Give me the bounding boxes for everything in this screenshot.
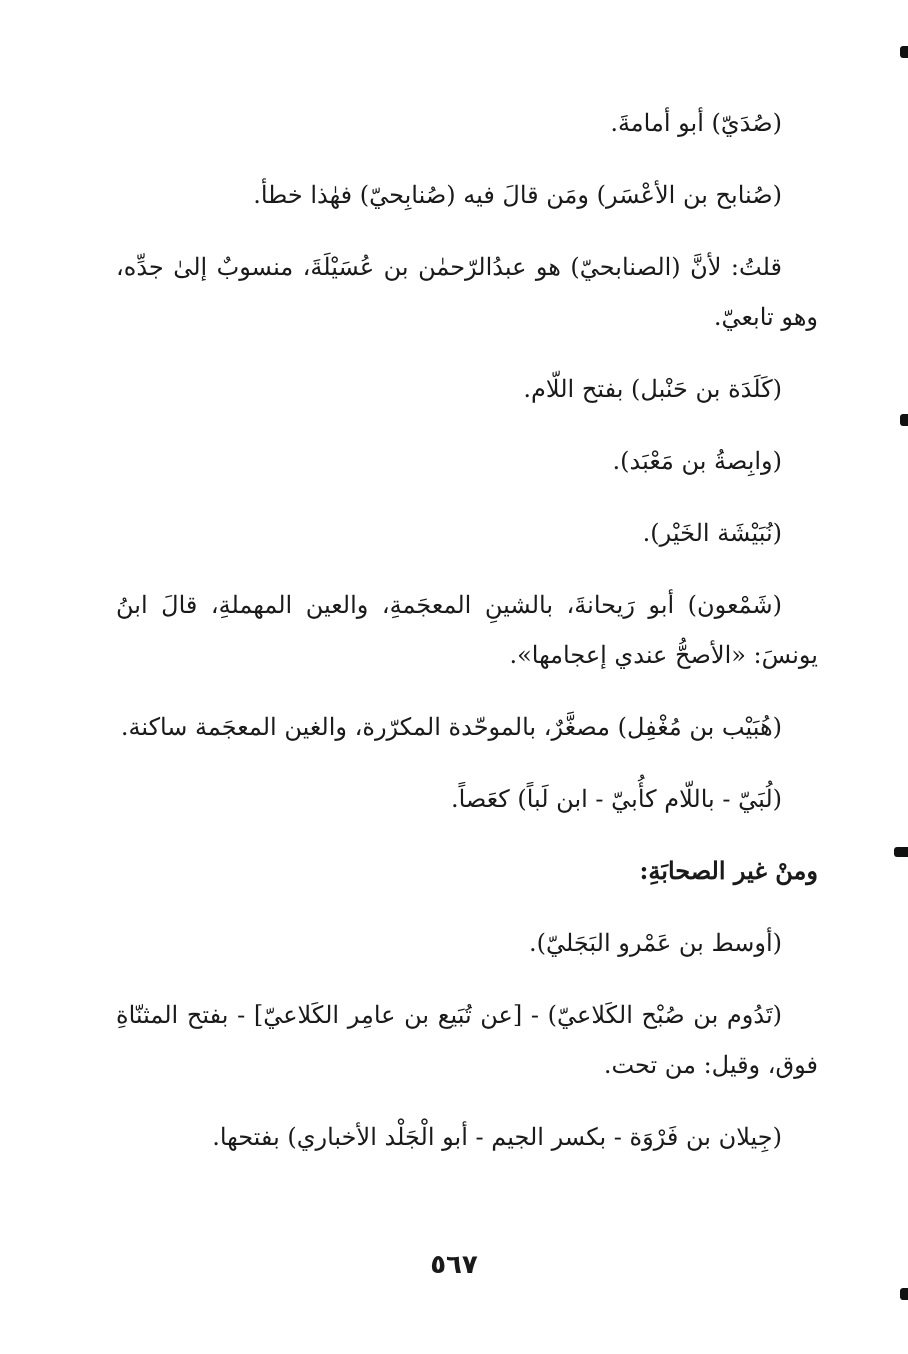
- entry-tadum: (تَدُوم بن صُبْح الكَلاعيّ) - [عن تُبَيع بن عامِر الكَلاعيّ] - بفتح المثنّاةِ فوق، وقيل: من تحت.: [116, 1001, 818, 1079]
- entry-wabisa: (وابِصةُ بن مَعْبَد).: [612, 447, 782, 475]
- note-sunabihi: قلتُ: لأنَّ (الصنابحيّ) هو عبدُالرّحمٰن بن عُسَيْلَةَ، منسوبٌ إلىٰ جدِّه، وهو تابعيّ.: [116, 253, 818, 331]
- page-number: ٥٦٧: [430, 1250, 478, 1280]
- entry-sunabih: (صُنابح بن الأعْسَر) ومَن قالَ فيه (صُنابِحيّ) فهٰذا خطأ.: [253, 181, 782, 209]
- edge-mark: [900, 1288, 908, 1300]
- entry-hubayb: (هُبَيْب بن مُغْفِل) مصغَّرٌ، بالموحّدة المكرّرة، والغين المعجَمة ساكنة.: [120, 713, 782, 741]
- edge-mark: [894, 847, 908, 857]
- entry-lubayy: (لُبَيّ - باللّام كأُبيّ - ابن لَباً) كعَصاً.: [450, 785, 782, 813]
- entry-kalada: (كَلَدَة بن حَنْبل) بفتح اللّام.: [523, 375, 782, 403]
- edge-mark: [900, 46, 908, 58]
- entry-nubaysha: (نُبَيْشَة الخَيْر).: [642, 519, 782, 547]
- entry-sudayy: (صُدَيّ) أبو أمامةَ.: [610, 109, 782, 137]
- page-body: [116, 98, 818, 1184]
- entry-shamun: (شَمْعون) أبو رَيحانةَ، بالشينِ المعجَمةِ، والعين المهملةِ، قالَ ابنُ يونسَ: «الأصحُّ عندي إعجامها».: [116, 591, 818, 669]
- edge-mark: [900, 414, 908, 426]
- entry-awsat: (أوسط بن عَمْرو البَجَليّ).: [528, 929, 782, 957]
- section-heading: ومنْ غير الصحابَةِ:: [639, 856, 818, 885]
- entry-jilan: (جِيلان بن فَرْوَة - بكسر الجيم - أبو الْجَلْد الأخباري) بفتحها.: [212, 1123, 782, 1151]
